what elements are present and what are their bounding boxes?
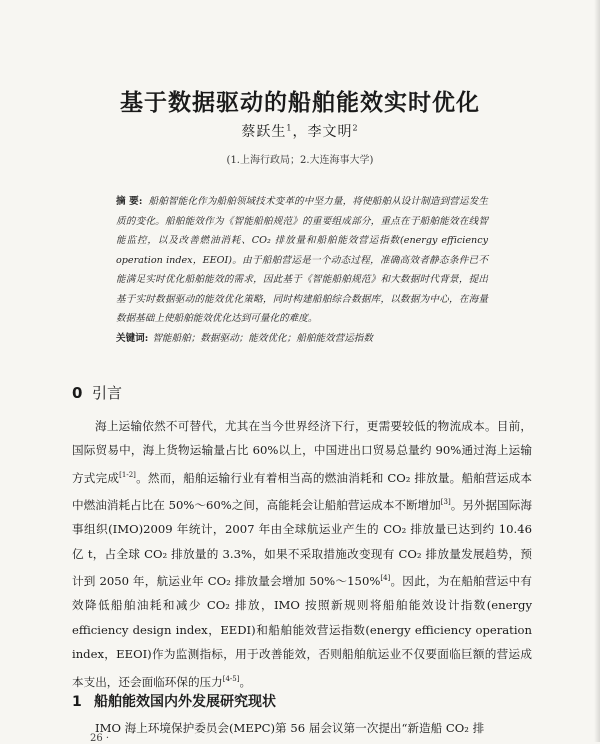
intro-paragraph [72,414,532,694]
citation: [4] [380,574,391,583]
abstract-block [116,192,488,329]
citation: [3] [440,498,451,507]
author-separator: ， [292,124,308,140]
body-text: 海上运输依然不可替代，尤其在当今世界经济下行，更需要较低的物流成本。目前，国际贸易中，海上货物运输量占比 60%以上，中国进出口贸易总量约 90%通过海上运输方式完成 [72,419,532,485]
author-name: 蔡跃生 [241,124,287,140]
paper-title: 基于数据驱动的船舶能效实时优化 [120,90,480,116]
keywords-label: 关键词: [116,333,149,344]
page-number: 26 · [90,733,110,744]
affiliation-marker: 2 [352,123,359,133]
body-text: 。因此，为在船舶营运中有效降低船舶油耗和减少 CO₂ 排放，IMO 按照新规则将船舶能效设计指数(energy efficiency design index，EEDI)和船舶能效营运指数(energy efficiency operation index，EEOI)作为监测指标，用于改善能效，否则船舶航运业不仅要面临巨额的营运成本支出，还会面临环保的压力 [72,574,532,689]
body-text: 。 [239,674,252,689]
scan-shadow [594,0,600,742]
section1-paragraph: IMO 海上环境保护委员会(MEPC)第 56 届会议第一次提出“新造船 CO₂ 排 [95,721,485,735]
section-number: 1 [72,694,82,710]
abstract-label: 摘 要: [116,196,143,207]
citation: [1-2] [119,470,136,479]
body-text: 。另外据国际海事组织(IMO)2009 年统计，2007 年由全球航运业产生的 CO₂ 排放量已达到约 10.46 亿 t，占全球 CO₂ 排放量的 3.3%，如果不采取措施改变现有 CO₂ 排放量发展趋势，预计到 2050 年，航运业年 CO₂ 排放量会增加 50%～150% [72,497,532,589]
section-heading-intro [72,382,122,403]
section-heading-status [72,691,276,711]
keywords-text: 智能船舶；数据驱动；能效优化；船舶能效营运指数 [152,333,373,344]
section-title: 船舶能效国内外发展研究现状 [94,694,276,710]
affiliation-line: (1.上海行政局；2.大连海事大学) [226,155,374,166]
affiliation-marker: 1 [286,123,293,133]
author-name: 李文明 [307,124,353,140]
section-number: 0 [72,384,83,402]
section-title: 引言 [92,384,123,402]
body-text: 。然而，船舶运输行业有着相当高的燃油消耗和 CO₂ 排放量。船舶营运成本中燃油消耗占比在 50%～60%之间，高能耗会让船舶营运成本不断增加 [72,470,532,512]
citation: [4-5] [222,674,240,683]
abstract-text: 船舶智能化作为船舶领域技术变革的中坚力量，将使船舶从设计制造到营运发生质的变化。船舶能效作为《智能船舶规范》的重要组成部分，重点在于船舶能效在线智能监控，以及改善燃油消耗、CO₂ 排放量和船舶能效营运指数(energy efficiency operation index，EEOI)。由于船舶营运是一个动态过程，准确高效者静态条件已不能满足实时优化船舶能效的需求，因此基于《智能船舶规范》和大数据时代背景，提出基于实时数据驱动的能效优化策略，同时构建船舶综合数据库，以数据为中心，在海量数据基础上使船舶能效优化达到可量化的难度。 [116,196,489,324]
author-line [0,121,600,141]
keywords-block [116,332,488,346]
